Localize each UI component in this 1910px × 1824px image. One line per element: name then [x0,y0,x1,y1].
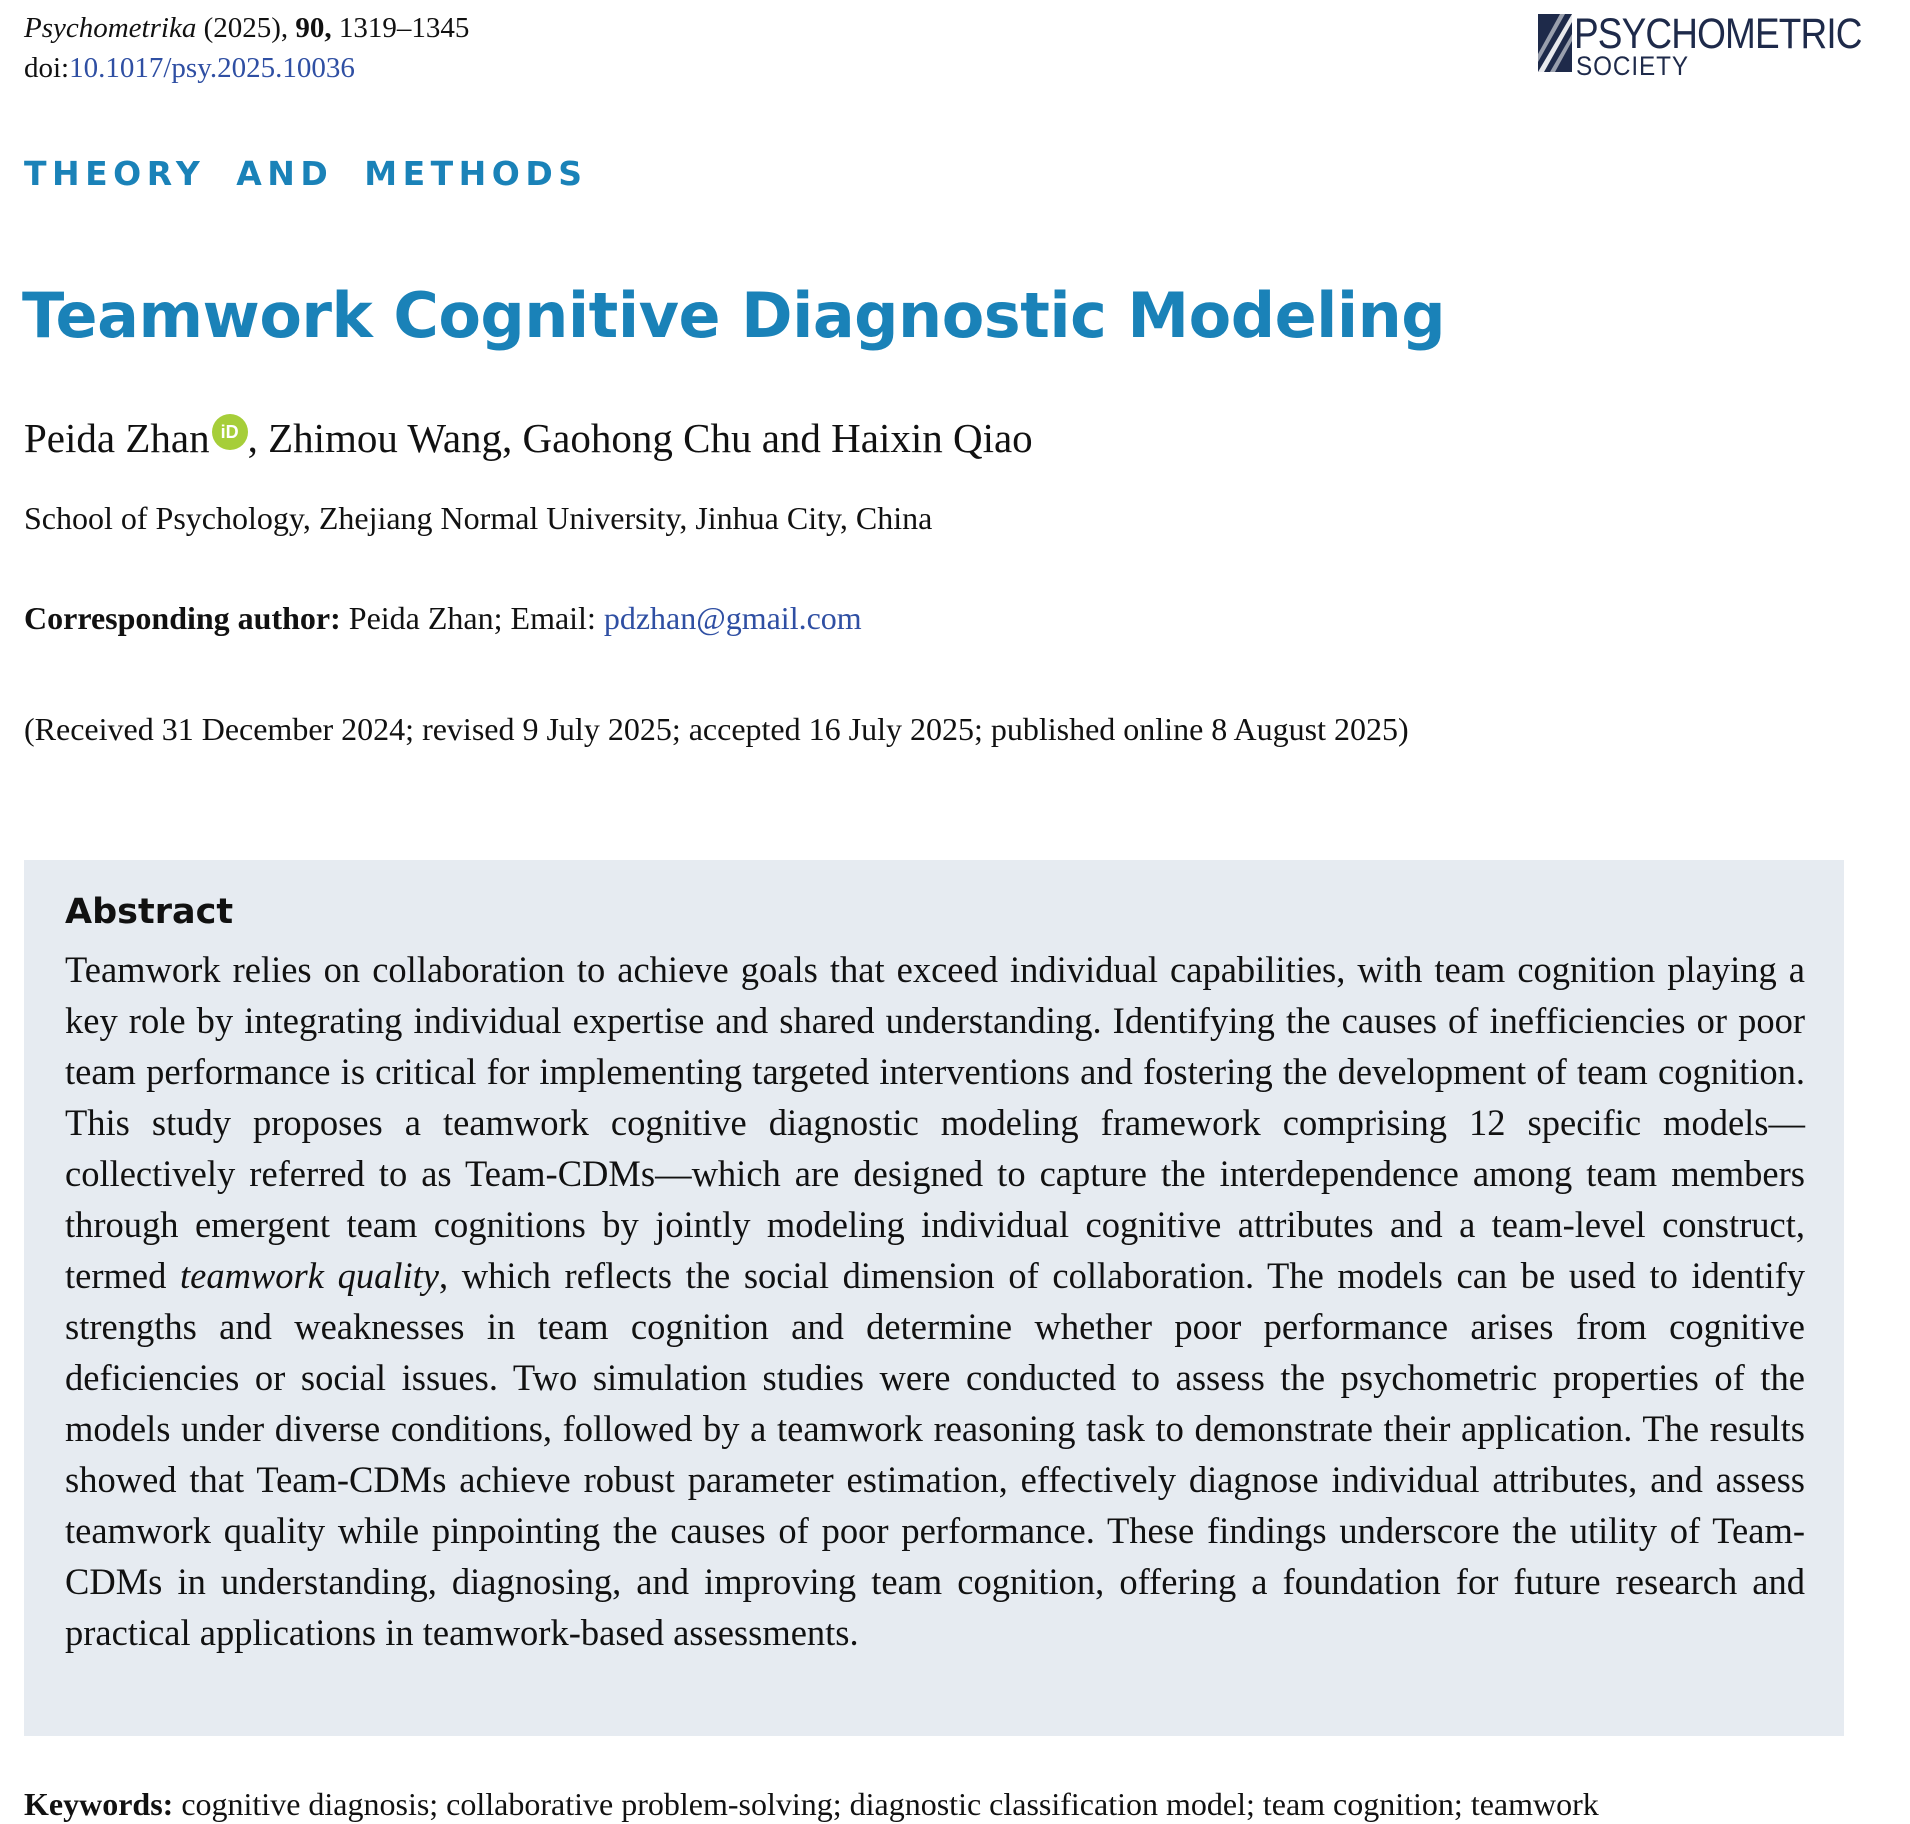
journal-volume: 90, [295,12,332,44]
corresponding-label: Corresponding author: [24,600,341,636]
publication-dates: (Received 31 December 2024; revised 9 July 2025; accepted 16 July 2025; published online 8 August 2025) [24,711,1409,747]
keywords-label: Keywords: [24,1786,174,1822]
psychometric-society-logo [1538,10,1862,81]
affiliation: School of Psychology, Zhejiang Normal University, Jinhua City, China [24,500,933,536]
email-link[interactable]: pdzhan@gmail.com [603,600,862,636]
article-title: Teamwork Cognitive Diagnostic Modeling [22,279,1446,352]
doi-prefix: doi: [24,52,70,84]
other-authors: , Zhimou Wang, Gaohong Chu and Haixin Qiao [247,415,1033,461]
logo-text-psychometric: PSYCHOMETRIC [1574,10,1862,58]
journal-name: Psychometrika [24,12,197,44]
corresponding-name: Peida Zhan; Email: [340,600,604,636]
abstract-italic-term: teamwork quality [179,1255,439,1296]
corresponding-author [24,598,862,638]
logo-text-society: SOCIETY [1576,51,1689,81]
first-author[interactable]: Peida Zhan [24,415,210,461]
section-label: THEORY AND METHODS [24,154,588,193]
keywords-list: cognitive diagnosis; collaborative problem-solving; diagnostic classification model; team cognition; teamwork [173,1786,1599,1822]
abstract-text-part2: , which reflects the social dimension of collaboration. The models can be used to identify strengths and weaknesses in team cognition and determine whether poor performance arises from cognitive deficiencies or social issues. Two simulation studies were conducted to assess the psychometric properties of the models under diverse conditions, followed by a teamwork reasoning task to demonstrate their application. The results showed that Team-CDMs achieve robust parameter estimation, effectively diagnose individual attributes, and assess teamwork quality while pinpointing the causes of poor performance. These findings underscore the utility of Team-CDMs in understanding, diagnosing, and improving team cognition, offering a foundation for future research and practical applications in teamwork-based assessments. [65,1255,1805,1653]
author-list [24,410,1033,466]
keywords [24,1784,1599,1824]
orcid-icon[interactable]: iD [212,414,248,450]
journal-year: (2025), [203,12,289,44]
abstract-heading: Abstract [65,892,234,932]
abstract-text [65,944,1805,1658]
abstract-box [24,860,1844,1736]
society-logo-mark-icon [1538,14,1572,72]
journal-pages: 1319–1345 [338,12,470,44]
doi-line [24,48,355,88]
doi-link[interactable]: 10.1017/psy.2025.10036 [69,52,355,84]
abstract-text-part1: Teamwork relies on collaboration to achieve goals that exceed individual capabilities, with team cognition playing a key role by integrating individual expertise and shared understanding. Identifying the causes of inefficiencies or poor team performance is critical for implementing targeted interventions and fostering the development of team cognition. This study proposes a teamwork cognitive diagnostic modeling framework comprising 12 specific models—collectively referred to as Team-CDMs—which are designed to capture the interdependence among team members through emergent team cognitions by jointly modeling individual cognitive attributes and a team-level construct, termed [65,949,1805,1296]
journal-citation [24,8,469,48]
